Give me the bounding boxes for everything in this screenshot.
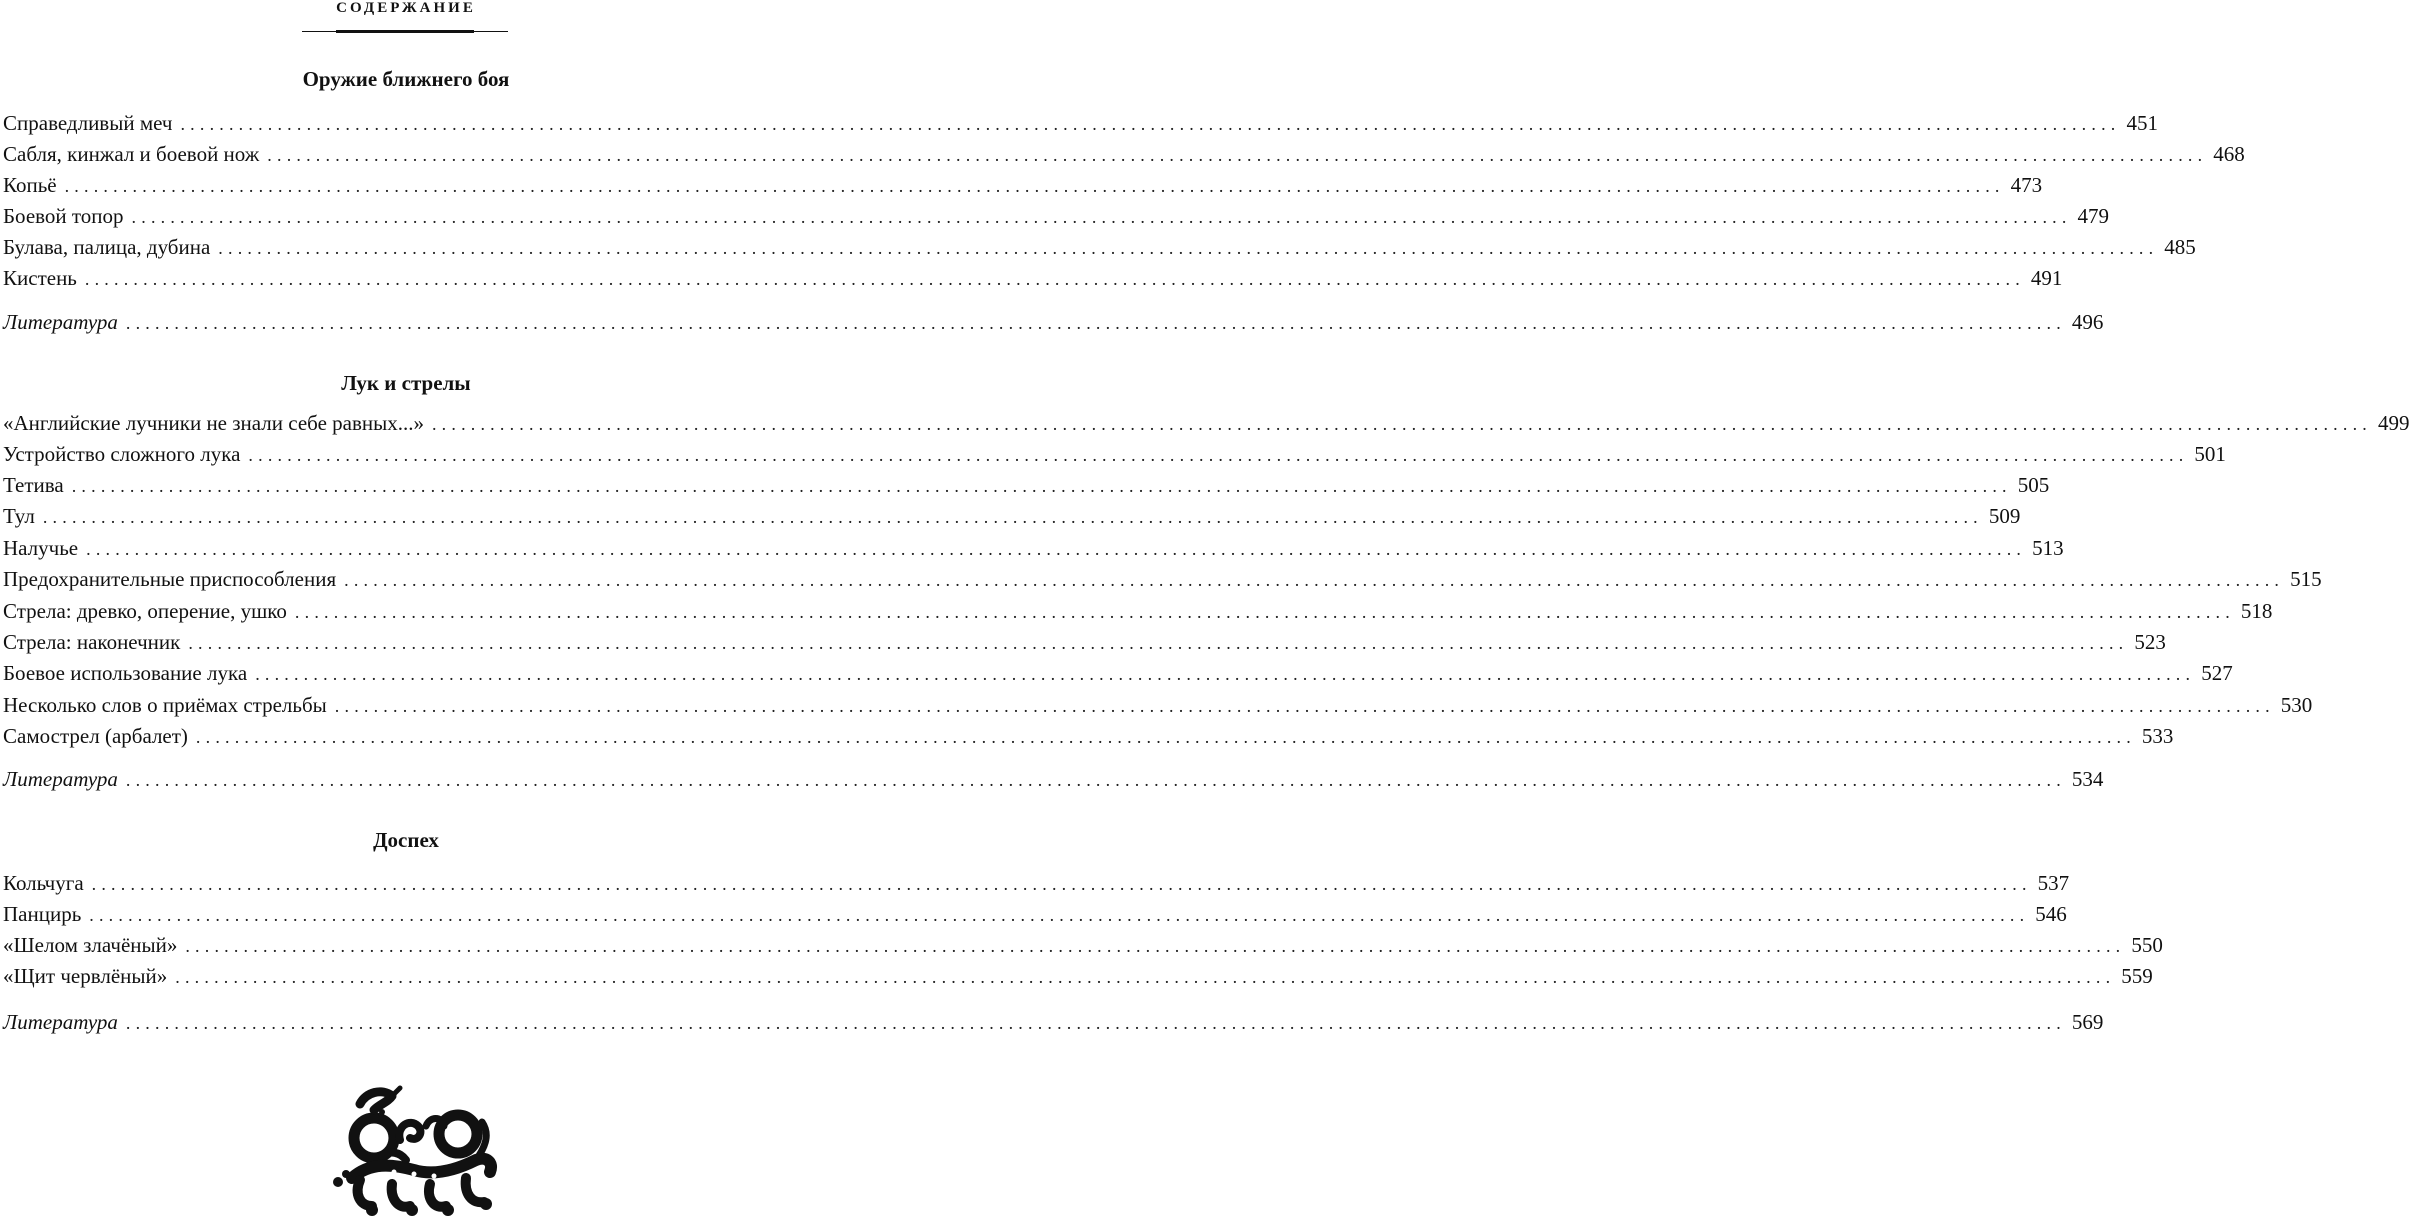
toc-entry-label: Справедливый меч <box>3 111 173 135</box>
toc-entry[interactable] <box>3 232 2196 262</box>
toc-entry-page: 491 <box>2030 266 2063 290</box>
toc-literature-label: Литература <box>3 1010 118 1034</box>
toc-entry-label: Кистень <box>3 266 77 290</box>
toc-entry-label: Предохранительные приспособления <box>3 567 337 591</box>
toc-entry-page: 523 <box>2134 630 2166 654</box>
dot-leader: ........................................................................................................................................................................................................ <box>64 176 2005 196</box>
dot-leader: ........................................................................................................................................................................................................ <box>91 874 2032 894</box>
header-rule-thick <box>336 30 474 33</box>
toc-entry[interactable] <box>3 721 2174 751</box>
dot-leader: ........................................................................................................................................................................................................ <box>71 476 2012 496</box>
toc-entry-page: 499 <box>2377 411 2409 435</box>
dot-leader: ........................................................................................................................................................................................................ <box>431 414 2372 434</box>
dot-leader: ........................................................................................................................................................................................................ <box>125 770 2066 790</box>
toc-entry[interactable] <box>3 564 2322 594</box>
toc-entry-page: 559 <box>2121 964 2153 988</box>
toc-literature-label: Литература <box>3 767 118 791</box>
section-title: Лук и стрелы <box>341 371 471 395</box>
toc-entry[interactable] <box>3 899 2067 929</box>
toc-entry-page: 501 <box>2194 442 2226 466</box>
toc-entry-label: Налучье <box>3 536 79 560</box>
toc-entry[interactable] <box>3 439 2226 469</box>
toc-entry-page: 473 <box>2010 173 2043 197</box>
dot-leader: ........................................................................................................................................................................................................ <box>218 238 2159 258</box>
dot-leader: ........................................................................................................................................................................................................ <box>344 570 2285 590</box>
section-title: Оружие ближнего боя <box>302 67 510 91</box>
section-title: Доспех <box>373 828 439 852</box>
toc-entry-label: Панцирь <box>3 902 82 926</box>
toc-entry-label: Боевое использование лука <box>3 661 248 685</box>
dot-leader: ........................................................................................................................................................................................................ <box>175 967 2116 987</box>
toc-entry[interactable] <box>3 201 2110 231</box>
toc-entry-label: Устройство сложного лука <box>3 442 241 466</box>
toc-entry-page: 451 <box>2126 111 2158 135</box>
toc-entry[interactable] <box>3 170 2043 200</box>
toc-entry-page: 479 <box>2077 204 2110 228</box>
dot-leader: ........................................................................................................................................................................................................ <box>294 602 2235 622</box>
toc-entry-page: 513 <box>2032 536 2064 560</box>
toc-literature-page: 534 <box>2071 767 2104 791</box>
toc-entry-page: 505 <box>2017 473 2050 497</box>
toc-entry-page: 518 <box>2240 599 2273 623</box>
dot-leader: ........................................................................................................................................................................................................ <box>255 664 2196 684</box>
toc-entry-label: Копьё <box>3 173 57 197</box>
toc-entry[interactable] <box>3 470 2050 500</box>
toc-entry-page: 485 <box>2164 235 2196 259</box>
toc-entry-page: 537 <box>2037 871 2070 895</box>
toc-entry[interactable] <box>3 961 2153 991</box>
toc-entry[interactable] <box>3 263 2063 293</box>
dot-leader: ........................................................................................................................................................................................................ <box>42 507 1983 527</box>
toc-entry[interactable] <box>3 658 2233 688</box>
toc-entry-label: Кольчуга <box>3 871 84 895</box>
toc-entry-label: Боевой топор <box>3 204 124 228</box>
toc-literature-page: 569 <box>2071 1010 2104 1034</box>
toc-entry[interactable] <box>3 930 2163 960</box>
toc-literature[interactable] <box>3 764 2104 794</box>
dot-leader: ........................................................................................................................................................................................................ <box>131 207 2072 227</box>
toc-entry[interactable] <box>3 139 2245 169</box>
toc-entry-label: Стрела: наконечник <box>3 630 181 654</box>
toc-entry[interactable] <box>3 596 2273 626</box>
dot-leader: ........................................................................................................................................................................................................ <box>195 727 2136 747</box>
toc-entry-label: Булава, палица, дубина <box>3 235 211 259</box>
dot-leader: ........................................................................................................................................................................................................ <box>125 313 2066 333</box>
toc-entry-page: 533 <box>2141 724 2174 748</box>
toc-entry-label: Стрела: древко, оперение, ушко <box>3 599 287 623</box>
toc-entry-page: 509 <box>1988 504 2021 528</box>
toc-entry-label: Тетива <box>3 473 64 497</box>
zoomorphic-horse-ornament-icon <box>330 1086 498 1220</box>
toc-entry[interactable] <box>3 690 2313 720</box>
toc-entry-page: 550 <box>2131 933 2163 957</box>
toc-entry-page: 527 <box>2201 661 2233 685</box>
toc-entry-page: 546 <box>2035 902 2067 926</box>
toc-entry-page: 468 <box>2213 142 2245 166</box>
toc-entry[interactable] <box>3 108 2158 138</box>
dot-leader: ........................................................................................................................................................................................................ <box>89 905 2030 925</box>
toc-literature[interactable] <box>3 1007 2104 1037</box>
toc-entry-label: «Шелом злачёный» <box>3 933 178 957</box>
dot-leader: ........................................................................................................................................................................................................ <box>334 696 2275 716</box>
toc-entry-page: 530 <box>2280 693 2313 717</box>
toc-entry[interactable] <box>3 501 2021 531</box>
dot-leader: ........................................................................................................................................................................................................ <box>188 633 2129 653</box>
toc-literature-label: Литература <box>3 310 118 334</box>
dot-leader: ........................................................................................................................................................................................................ <box>248 445 2189 465</box>
toc-entry[interactable] <box>3 868 2070 898</box>
toc-entry-label: «Английские лучники не знали себе равных...» <box>3 411 424 435</box>
dot-leader: ........................................................................................................................................................................................................ <box>185 936 2126 956</box>
running-head: СОДЕРЖАНИЕ <box>336 0 476 16</box>
toc-literature[interactable] <box>3 307 2104 337</box>
toc-entry-label: Самострел (арбалет) <box>3 724 188 748</box>
toc-entry[interactable] <box>3 408 2409 438</box>
toc-entry-label: Сабля, кинжал и боевой нож <box>3 142 260 166</box>
toc-entry-label: «Щит червлёный» <box>3 964 168 988</box>
toc-entry[interactable] <box>3 533 2064 563</box>
dot-leader: ........................................................................................................................................................................................................ <box>267 145 2208 165</box>
toc-entry-page: 515 <box>2290 567 2322 591</box>
toc-entry[interactable] <box>3 627 2166 657</box>
dot-leader: ........................................................................................................................................................................................................ <box>125 1013 2066 1033</box>
toc-literature-page: 496 <box>2071 310 2104 334</box>
dot-leader: ........................................................................................................................................................................................................ <box>86 539 2027 559</box>
toc-entry-label: Несколько слов о приёмах стрельбы <box>3 693 327 717</box>
dot-leader: ........................................................................................................................................................................................................ <box>84 269 2025 289</box>
dot-leader: ........................................................................................................................................................................................................ <box>180 114 2121 134</box>
toc-entry-label: Тул <box>3 504 35 528</box>
